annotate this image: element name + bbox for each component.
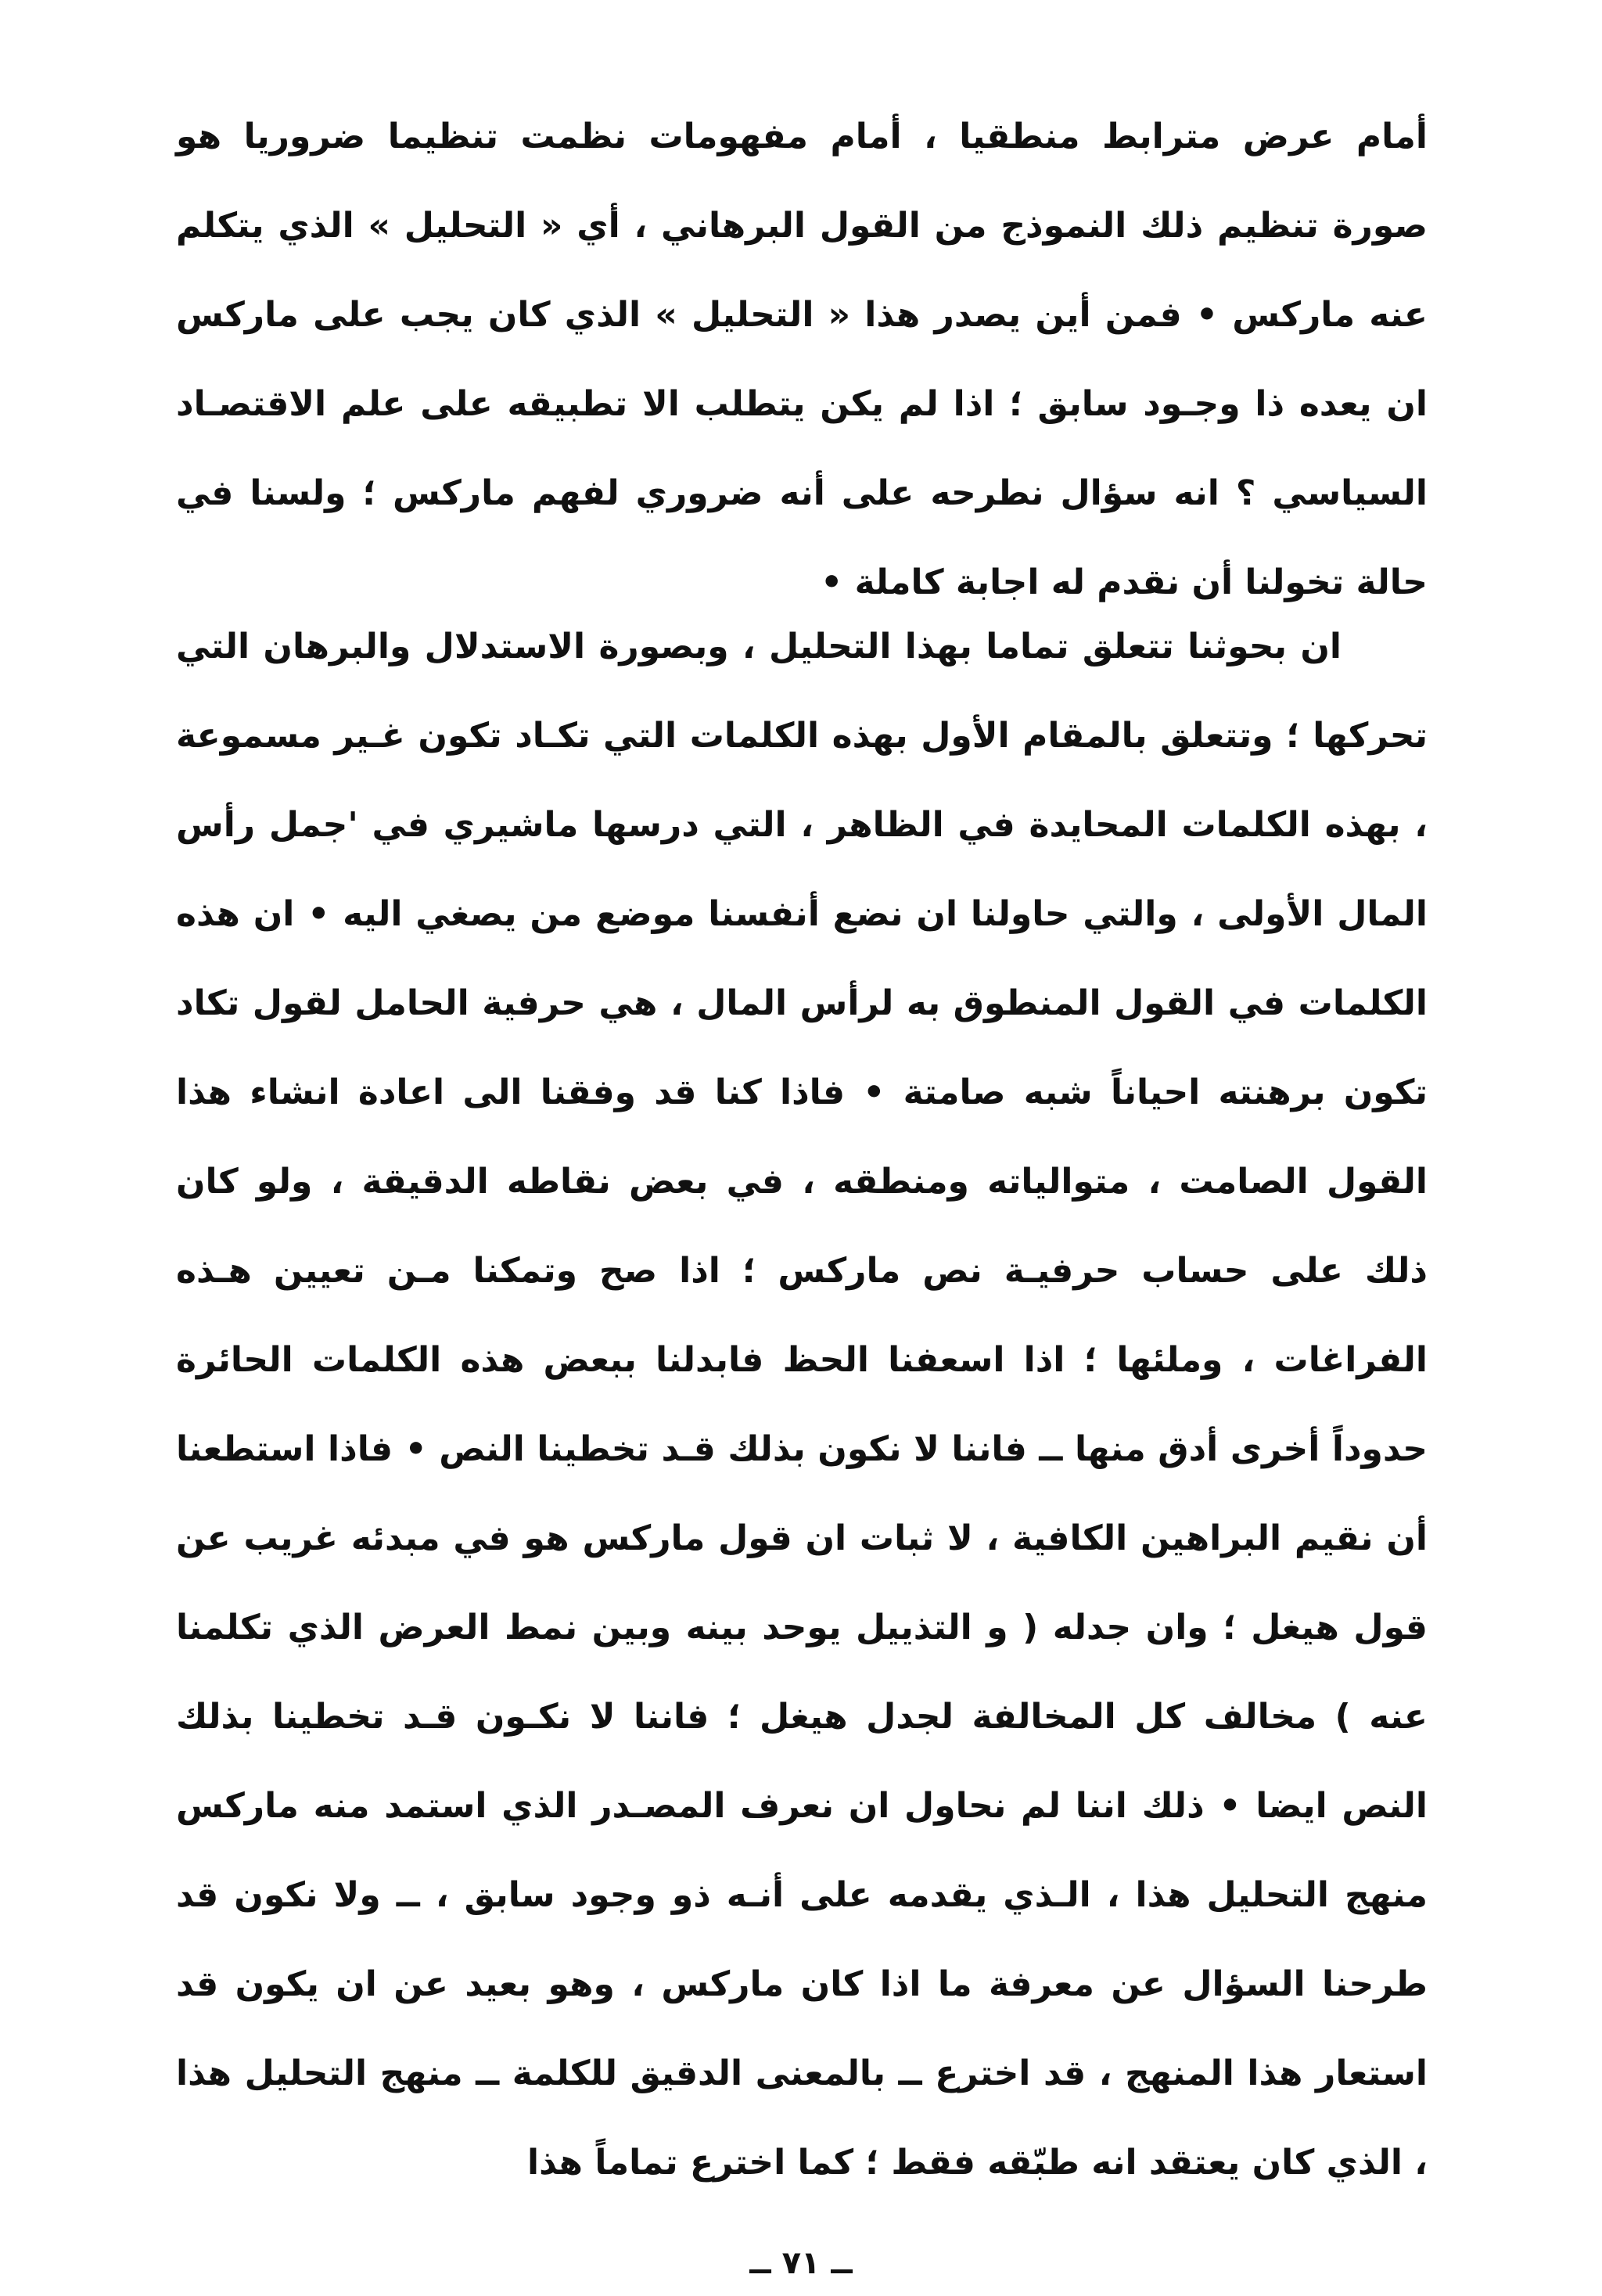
- page-number: ــ ٧١ ــ: [749, 2245, 853, 2281]
- paragraph-2: ان بحوثنا تتعلق تماما بهذا التحليل ، وبصورة الاستدلال والبرهان التي تحركها ؛ وتتعلق بالمقام الأول بهذه الكلمات التي تكـاد تكون غـير مسموعة ، بهذه الكلمات المحايدة في الظاهر ، التي درسها ماشيري في 'جمل رأس المال الأولى ، والتي حاولنا ان نضع أنفسنا موضع من يصغي اليه • ان هذه الكلمات في القول المنطوق به لرأس المال ، هي حرفية الحامل لقول تكاد تكون برهنته احياناً شبه صامتة • فاذا كنا قد وفقنا الى اعادة انشاء هذا القول الصامت ، متوالياته ومنطقه ، في بعض نقاطه الدقيقة ، ولو كان ذلك على حساب حرفيـة نص ماركس ؛ اذا صح وتمكنا مـن تعيين هـذه الفراغات ، وملئها ؛ اذا اسعفنا الحظ فابدلنا ببعض هذه الكلمات الحائرة حدوداً أخرى أدق منها ــ فاننا لا نكون بذلك قـد تخطينا النص • فاذا استطعنا أن نقيم البراهين الكافية ، لا ثبات ان قول ماركس هو في مبدئه غريب عن قول هيغل ؛ وان جدله ( و التذييل يوحد بينه وبين نمط العرض الذي تكلمنا عنه ) مخالف كل المخالفة لجدل هيغل ؛ فاننا لا نكـون قـد تخطينا بذلك النص ايضا • ذلك اننا لم نحاول ان نعرف المصـدر الذي استمد منه ماركس منهج التحليل هذا ، الـذي يقدمه على أنـه ذو وجود سابق ، ــ ولا نكون قد طرحنا السؤال عن معرفة ما اذا كان ماركس ، وهو بعيد عن ان يكون قد استعار هذا المنهج ، قد اخترع ــ بالمعنى الدقيق للكلمة ــ منهج التحليل هذا ، الذي كان يعتقد انه طبّقه فقط ؛ كما اخترع تماماً هذا: [176, 627, 1428, 2183]
- paragraph-block-1: [176, 92, 1428, 627]
- paragraph-1: أمام عرض مترابط منطقيا ، أمام مفهومات نظمت تنظيما ضروريا هو صورة تنظيم ذلك النموذج من القول البرهاني ، أي « التحليل » الذي يتكلم عنه ماركس • فمن أين يصدر هذا « التحليل » الذي كان يجب على ماركس ان يعده ذا وجـود سابق ؛ اذا لم يكن يتطلب الا تطبيقه على علم الاقتصـاد السياسي ؟ انه سؤال نطرحه على أنه ضروري لفهم ماركس ؛ ولسنا في حالة تخولنا أن نقدم له اجابة كاملة •: [176, 117, 1428, 602]
- paragraph-block-2: [176, 602, 1428, 2208]
